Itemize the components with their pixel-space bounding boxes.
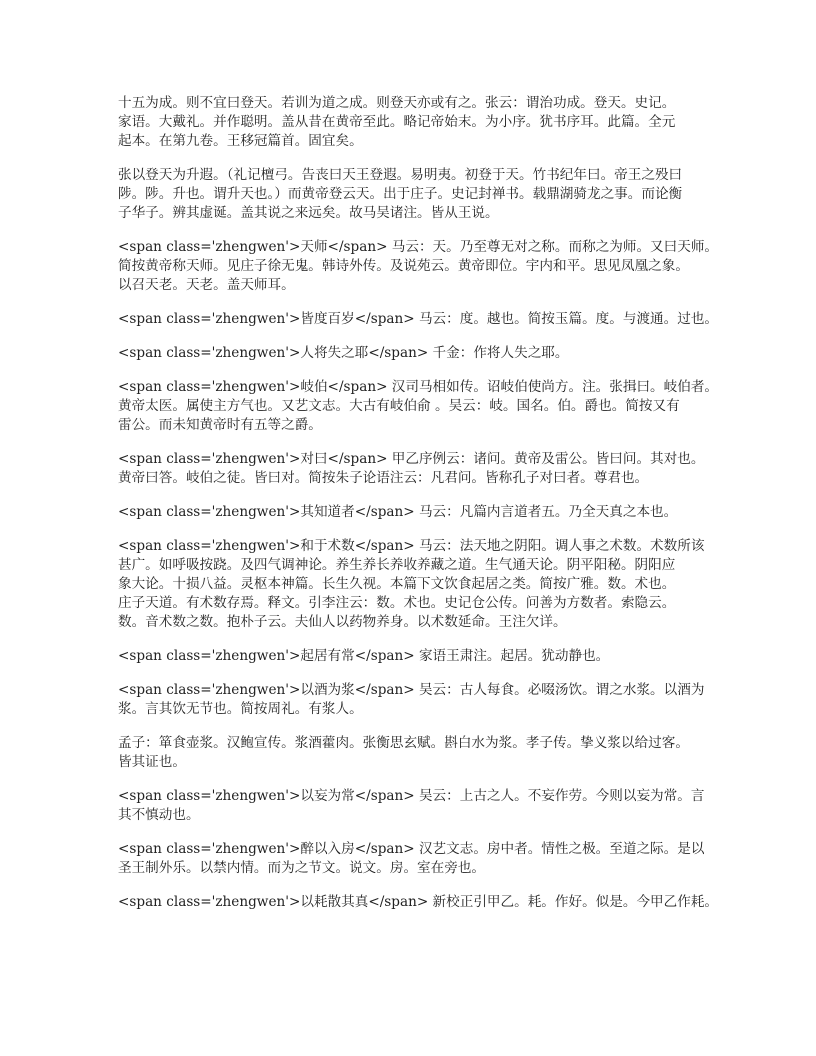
- text-line: 庄子天道。有术数存焉。释文。引李注云：数。术也。史记仓公传。问善为方数者。索隐云。: [118, 595, 676, 611]
- text-line: 其不慎动也。: [118, 807, 200, 823]
- paragraph: [118, 378, 719, 435]
- text-line: <span class='zhengwen'>醉以入房</span> 汉艺文志。房中者。情性之极。至道之际。是以: [118, 841, 705, 857]
- paragraph: [118, 238, 719, 295]
- paragraph: [118, 787, 708, 825]
- text-line: 雷公。而未知黄帝时有五等之爵。: [118, 417, 322, 433]
- paragraph: [118, 647, 708, 666]
- text-line: 象大论。十损八益。灵枢本神篇。长生久视。本篇下文饮食起居之类。简按广雅。数。术也。: [118, 576, 676, 592]
- paragraph: [118, 537, 708, 632]
- text-line: 数。音术数之数。抱朴子云。夫仙人以药物养身。以术数延命。王注欠详。: [118, 614, 567, 630]
- text-line: <span class='zhengwen'>皆度百岁</span> 马云：度。越也。简按玉篇。度。与渡通。过也。: [118, 311, 719, 327]
- paragraph: [118, 450, 708, 488]
- text-line: 黄帝太医。属使主方气也。又艺文志。大古有岐伯俞 。吴云：岐。国名。伯。爵也。简按又有: [118, 398, 680, 414]
- text-line: 孟子：箪食壶浆。汉鲍宣传。浆酒藿肉。张衡思玄赋。斟白水为浆。孝子传。挚义浆以给过客。: [118, 735, 689, 751]
- text-line: 圣王制外乐。以禁内情。而为之节文。说文。房。室在旁也。: [118, 860, 486, 876]
- text-line: 皆其证也。: [118, 754, 186, 770]
- text-line: 以召天老。天老。盖天师耳。: [118, 277, 295, 293]
- text-line: 陟。陟。升也。谓升天也。）而黄帝登云天。出于庄子。史记封禅书。载鼎湖骑龙之事。而论衡: [118, 186, 683, 202]
- text-line: 子华子。辨其虚诞。盖其说之来远矣。故马吴诸注。皆从王说。: [118, 205, 499, 221]
- text-line: 甚广。如呼吸按跷。及四气调神论。养生养长养收养藏之道。生气通天论。阴平阳秘。阴阳应: [118, 557, 676, 573]
- text-line: 张以登天为升遐。（礼记檀弓。告丧曰天王登遐。易明夷。初登于天。竹书纪年曰。帝王之殁曰: [118, 167, 683, 183]
- text-line: <span class='zhengwen'>天师</span> 马云：天。乃至尊无对之称。而称之为师。又曰天师。: [118, 239, 719, 255]
- paragraph: [118, 734, 708, 772]
- text-line: <span class='zhengwen'>其知道者</span> 马云：凡篇内言道者五。乃全天真之本也。: [118, 504, 678, 520]
- text-line: <span class='zhengwen'>和于术数</span> 马云：法天地之阴阳。调人事之术数。术数所该: [118, 538, 705, 554]
- text-line: 浆。言其饮无节也。简按周礼。有浆人。: [118, 701, 363, 717]
- text-line: <span class='zhengwen'>以妄为常</span> 吴云：上古之人。不妄作劳。今则以妄为常。言: [118, 788, 705, 804]
- document-page: [118, 94, 719, 927]
- paragraph: [118, 344, 708, 363]
- text-line: <span class='zhengwen'>岐伯</span> 汉司马相如传。诏岐伯使尚方。注。张揖曰。岐伯者。: [118, 379, 719, 395]
- text-line: 家语。大戴礼。并作聪明。盖从昔在黄帝至此。略记帝始末。为小序。犹书序耳。此篇。全元: [118, 114, 676, 130]
- paragraph: [118, 681, 708, 719]
- text-line: <span class='zhengwen'>人将失之耶</span> 千金：作将人失之耶。: [118, 345, 569, 361]
- paragraph: [118, 310, 719, 329]
- paragraph: [118, 166, 708, 223]
- paragraph: [118, 503, 708, 522]
- text-line: 简按黄帝称天师。见庄子徐无鬼。韩诗外传。及说苑云。黄帝即位。宇内和平。思见凤凰之象。: [118, 258, 689, 274]
- text-line: <span class='zhengwen'>以酒为浆</span> 吴云：古人每食。必啜汤饮。谓之水浆。以酒为: [118, 682, 705, 698]
- paragraph: [118, 840, 708, 878]
- paragraph: [118, 893, 719, 912]
- text-line: <span class='zhengwen'>对曰</span> 甲乙序例云：诸问。黄帝及雷公。皆曰问。其对也。: [118, 451, 705, 467]
- text-line: 十五为成。则不宜曰登天。若训为道之成。则登天亦或有之。张云：谓治功成。登天。史记。: [118, 95, 676, 111]
- paragraph: [118, 94, 708, 151]
- text-line: 起本。在第九卷。王移冠篇首。固宜矣。: [118, 133, 363, 149]
- text-line: 黄帝曰答。岐伯之徒。皆曰对。简按朱子论语注云：凡君问。皆称孔子对曰者。尊君也。: [118, 470, 649, 486]
- text-line: <span class='zhengwen'>以耗散其真</span> 新校正引甲乙。耗。作好。似是。今甲乙作耗。: [118, 894, 719, 910]
- text-line: <span class='zhengwen'>起居有常</span> 家语王肃注。起居。犹动静也。: [118, 648, 610, 664]
